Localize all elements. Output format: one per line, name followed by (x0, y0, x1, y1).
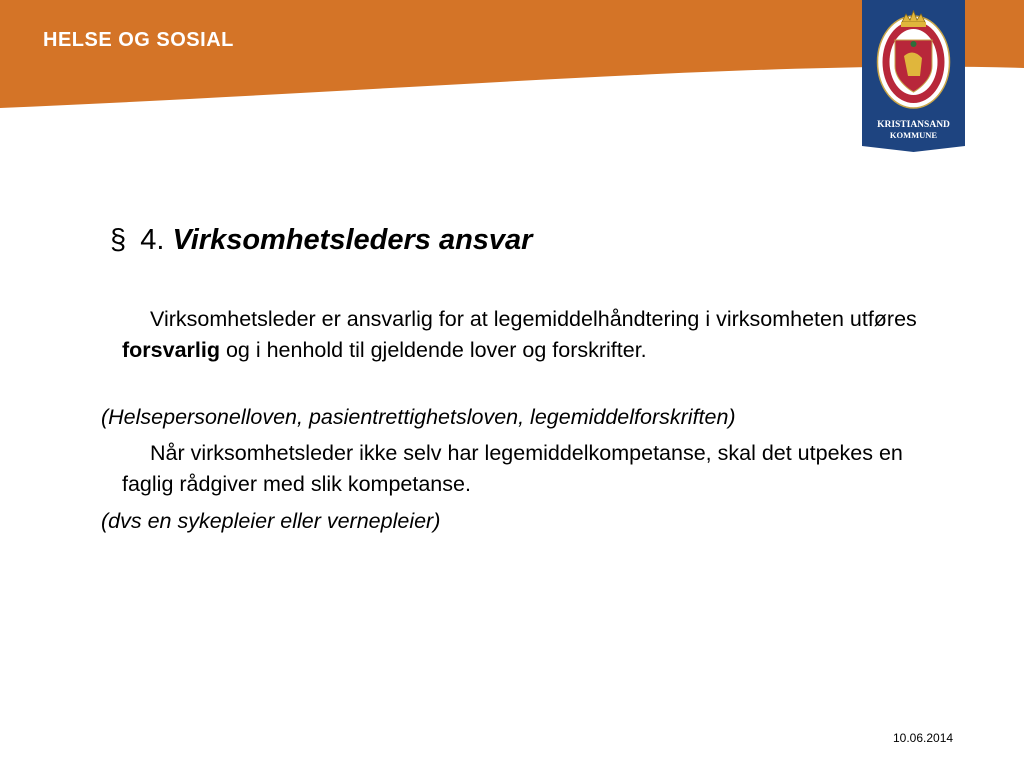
section-title: Virksomhetsleders ansvar (172, 224, 533, 256)
section-number: 4. (140, 224, 165, 256)
svg-text:KRISTIANSAND: KRISTIANSAND (877, 120, 950, 130)
legal-references-note: (Helsepersonelloven, pasientrettighetsloven, legemiddelforskriften) (101, 405, 736, 429)
kristiansand-kommune-logo (862, 0, 965, 152)
section-heading (110, 224, 532, 257)
section-symbol: § (110, 224, 127, 256)
advisor-note: (dvs en sykepleier eller vernepleier) (101, 509, 441, 533)
header-title: HELSE OG SOSIAL (43, 29, 234, 51)
paragraph-advisor: Når virksomhetsleder ikke selv har legemiddelkompetanse, skal det utpekes en faglig rådgiver med slik kompetanse. (122, 441, 903, 496)
svg-text:KOMMUNE: KOMMUNE (889, 130, 938, 140)
emphasis-forsvarlig: forsvarlig (122, 338, 220, 362)
slide-date: 10.06.2014 (893, 731, 954, 745)
paragraph-responsibility: Virksomhetsleder er ansvarlig for at legemiddelhåndtering i virksomheten utføres forsvarlig og i henhold til gjeldende lover og forskrifter. (122, 307, 917, 362)
